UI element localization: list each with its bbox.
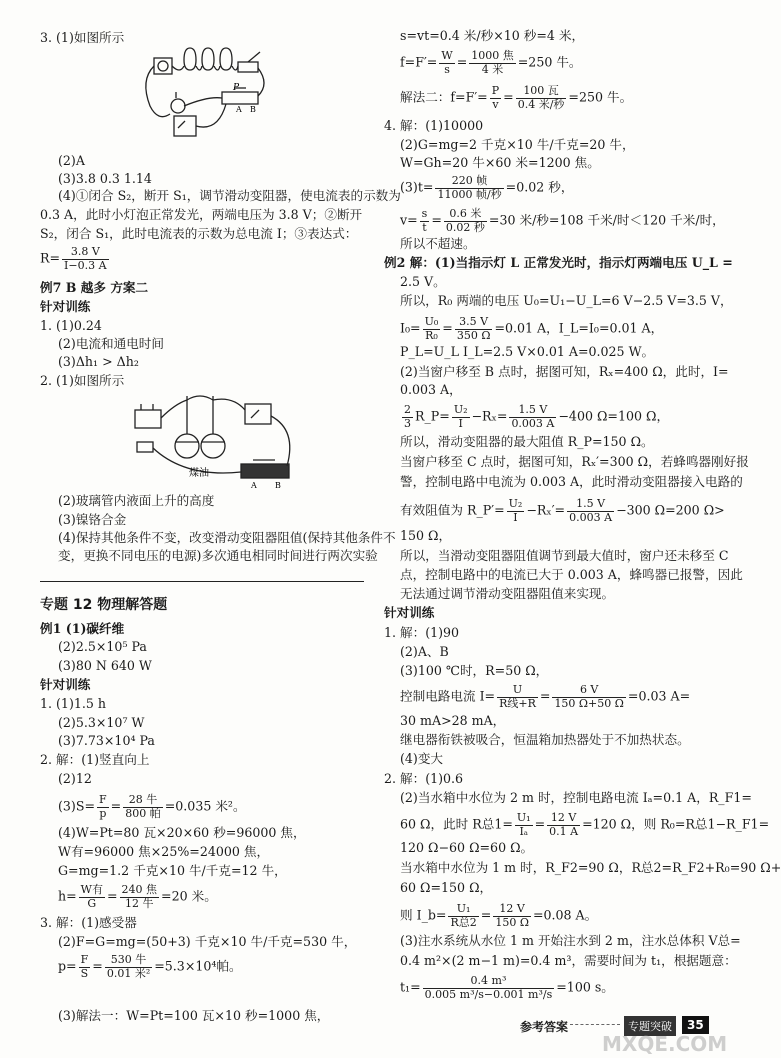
example-2-line3: 所以，R₀ 两端的电压 U₀=U₁−U_L=6 V−2.5 V=3.5 V， (400, 293, 733, 308)
example-2-line5: P_L=U_L I_L=2.5 V×0.01 A=0.025 W。 (400, 344, 655, 359)
p-1-1: 1. (1)1.5 h (40, 696, 107, 711)
practice-2-3: (3)镍铬合金 (58, 512, 127, 527)
practice-1-2: (2)电流和通电时间 (58, 336, 164, 351)
r-line-5: (2)G=mg=2 千克×10 牛/千克=20 牛， (400, 137, 635, 152)
r-line-6: W=Gh=20 牛×60 米=1200 焦。 (400, 155, 600, 170)
p-2-2: (2)12 (58, 771, 92, 786)
example-2-line7: 0.003 A， (400, 382, 462, 397)
p-3-2: (2)F=G=mg=(50+3) 千克×10 牛/千克=530 牛， (58, 934, 357, 949)
example-2-line1: 例2 解：(1)当指示灯 L 正常发光时，指示灯两端电压 U_L = (384, 255, 733, 270)
example-7: 例7 B 越多 方案二 (40, 280, 149, 295)
svg-text:B: B (275, 481, 281, 490)
kerosene-label: 煤油 (189, 468, 209, 479)
s-2-3-formula: t₁= $\frac{\text{0.4 m³}}{\text{0.005 m³/s−0.001 m³/s}}$ =100 s。 (400, 974, 614, 1001)
s-2-2-line5: 60 Ω=150 Ω， (400, 880, 493, 895)
practice-1-3: (3)Δh₁ > Δh₂ (58, 354, 139, 369)
answer-3-2: (2)A (58, 153, 85, 168)
p-3-1: 3. 解：(1)感受器 (40, 915, 137, 930)
example-2-formula-i0: I₀= $\frac{\text{U₀}}{\text{R₀}}$ = $\frac{3.5 V}{350 \Omega}$ =0.01 A，I_L=I₀=0.01 A， (400, 315, 664, 342)
svg-text:B: B (250, 105, 256, 114)
p-2-4-line3: G=mg=1.2 千克×10 牛/千克=12 牛， (58, 863, 287, 878)
r-formula-8: v= $\frac{s}{t}$ = $\frac{\text{0.6 米}}{\text{0.02 秒}}$ =30 米/秒=108 千米/时＜120 千米/时， (400, 207, 725, 234)
example-2-line6: (2)当窗户移至 B 点时，据图可知，Rₓ=400 Ω，此时，I= (400, 364, 729, 379)
s-2-2-line3: 120 Ω−60 Ω=60 Ω。 (400, 840, 534, 855)
footer-reference-label: 参考答案 (520, 1020, 569, 1034)
r-formula-7: (3)t= $\frac{\text{220 帧}}{\text{11000 帧/秒}}$ =0.02 秒， (400, 174, 574, 201)
section-divider (40, 581, 364, 582)
formula-r: R= $\frac{3.8 V}{I-0.3 A}$ (40, 245, 107, 272)
example-2-line15: 点，控制电路中的电流已大于 0.003 A，蜂鸣器已报警，因此 (400, 567, 743, 582)
practice-2-4-line2: 变，更换不同电压的电源)多次通电相同时间进行两次实验 (58, 548, 378, 563)
s-2-2-formula: 60 Ω，此时 R总1= $\frac{\text{U₁}}{\text{Iₐ}}$ = $\frac{12 V}{0.1 A}$ =120 Ω，则 R₀=R总1−R_F1= (400, 811, 770, 838)
circuit-figure-2 (125, 390, 310, 490)
example-2-line10: 当窗户移至 C 点时，据图可知，Rₓ′=300 Ω，若蜂鸣器刚好报 (400, 454, 749, 469)
svg-text:P: P (233, 83, 240, 93)
answer-3-4-line2: 0.3 A，此时小灯泡正常发光，两端电压为 3.8 V；②断开 (40, 207, 363, 222)
answer-3-4-line1: (4)①闭合 S₂，断开 S₁，调节滑动变阻器，使电流表的示数为 (58, 188, 401, 203)
topic-12-title: 专题 12 物理解答题 (40, 597, 168, 613)
example-1-1: 例1 (1)碳纤维 (40, 621, 125, 636)
example-2-line2: 2.5 V。 (400, 274, 446, 289)
r-line-1: s=vt=0.4 米/秒×10 秒=4 米， (400, 28, 585, 43)
s-1-3: (3)100 ℃时，R=50 Ω， (400, 663, 549, 678)
r-formula-2: f=F′= $\frac{W}{s}$ = $\frac{\text{1000 焦}}{\text{4 米}}$ =250 牛。 (400, 49, 582, 76)
answer-3-4-line3: S₂，闭合 S₁，此时电流表的示数为总电流 I；③表达式： (40, 226, 358, 241)
s-2-2-line4: 当水箱中水位为 1 m 时，R_F2=90 Ω，R总2=R_F2+R₀=90 Ω+ (400, 860, 781, 875)
watermark-text: MXQE.COM (602, 1032, 728, 1056)
example-2-line14: 所以，当滑动变阻器阻值调节到最大值时，窗户还未移至 C (400, 548, 729, 563)
svg-text:A: A (236, 105, 242, 114)
r-formula-3: 解法二：f=F′= $\frac{P}{v}$ = $\frac{\text{100 瓦}}{\text{0.4 米/秒}}$ =250 牛。 (400, 84, 633, 111)
answer-3-3: (3)3.8 0.3 1.14 (58, 171, 152, 186)
example-2-line11: 警，控制电路中电流为 0.003 A，此时滑动变阻器接入电路的 (400, 474, 743, 489)
s-2-1: 2. 解：(1)0.6 (384, 771, 464, 786)
r-line-4: 4. 解：(1)10000 (384, 118, 484, 133)
p-3-3: (3)解法一：W=Pt=100 瓦×10 秒=1000 焦， (58, 1008, 330, 1023)
practice-2-1: 2. (1)如图所示 (40, 373, 125, 388)
s-1-3-formula: 控制电路电流 I= $\frac{U}{\text{R线+R}}$ = $\frac{6 V}{150 \Omega+50 \Omega}$ =0.03 A= (400, 683, 691, 710)
footer-leader-line (570, 1024, 620, 1025)
s-1-3-line3: 继电器衔铁被吸合，恒温箱加热器处于不加热状态。 (400, 732, 690, 747)
s-2-3-line2: 0.4 m²×(2 m−1 m)=0.4 m³，需要时间为 t₁，根据题意： (400, 953, 737, 968)
circuit-figure-1 (138, 40, 278, 150)
r-line-9: 所以不超速。 (400, 236, 476, 251)
section-practice-2: 针对训练 (40, 677, 91, 692)
practice-2-4-line1: (4)保持其他条件不变，改变滑动变阻器阻值(保持其他条件不 (58, 530, 396, 545)
page-number: 35 (682, 1016, 709, 1034)
section-practice-3: 针对训练 (384, 605, 435, 620)
example-1-3: (3)80 N 640 W (58, 658, 152, 673)
example-1-2: (2)2.5×10⁵ Pa (58, 639, 147, 654)
s-1-1: 1. 解：(1)90 (384, 625, 460, 640)
example-2-formula-rp2: 有效阻值为 R_P′= $\frac{\text{U₂}}{I}$ −Rₓ′= $\frac{1.5 V}{0.003 A}$ −300 Ω=200 Ω> (400, 497, 725, 524)
p-1-2: (2)5.3×10⁷ W (58, 715, 145, 730)
answer-3-1: 3. (1)如图所示 (40, 30, 125, 45)
example-2-line13: 150 Ω， (400, 528, 452, 543)
p-2-4-line2: W有=96000 焦×25%=24000 焦， (58, 844, 270, 859)
s-2-2-line1: (2)当水箱中水位为 2 m 时，控制电路电流 Iₐ=0.1 A，R_F1= (400, 790, 752, 805)
p-3-2-formula: p= $\frac{F}{S}$ = $\frac{\text{530 牛}}{\text{0.01 米²}}$ =5.3×10⁴帕。 (58, 953, 242, 980)
section-practice-1: 针对训练 (40, 299, 91, 314)
practice-1-1: 1. (1)0.24 (40, 318, 102, 333)
p-2-4-line1: (4)W=Pt=80 瓦×20×60 秒=96000 焦， (58, 825, 306, 840)
practice-2-2: (2)玻璃管内液面上升的高度 (58, 493, 215, 508)
s-1-3-line2: 30 mA>28 mA， (400, 713, 506, 728)
s-2-3-line1: (3)注水系统从水位 1 m 开始注水到 2 m，注水总体积 V总= (400, 933, 741, 948)
p-2-4-formula: h= $\frac{\text{W有}}{G}$ = $\frac{\text{240 焦}}{\text{12 牛}}$ =20 米。 (58, 883, 217, 910)
p-1-3: (3)7.73×10⁴ Pa (58, 733, 155, 748)
p-2-1: 2. 解：(1)竖直向上 (40, 752, 150, 767)
example-2-line9: 所以，滑动变阻器的最大阻值 R_P=150 Ω。 (400, 434, 654, 449)
footer-section-tag: 专题突破 (624, 1016, 676, 1036)
example-2-line16: 无法通过调节滑动变阻器阻值来实现。 (400, 586, 615, 601)
p-2-3-formula: (3)S= $\frac{F}{p}$ = $\frac{\text{28 牛}}{\text{800 帕}}$ =0.035 米²。 (58, 793, 246, 820)
s-1-2: (2)A、B (400, 644, 449, 659)
svg-text:A: A (251, 481, 257, 490)
s-2-2-formula-ib: 则 I_b= $\frac{\text{U₁}}{\text{R总2}}$ = $\frac{12 V}{150 \Omega}$ =0.08 A。 (400, 902, 598, 929)
example-2-formula-rp: $\frac{2}{3}$ R_P= $\frac{\text{U₂}}{I}$ −Rₓ= $\frac{1.5 V}{0.003 A}$ −400 Ω=100 Ω， (404, 403, 670, 430)
s-1-4: (4)变大 (400, 751, 444, 766)
